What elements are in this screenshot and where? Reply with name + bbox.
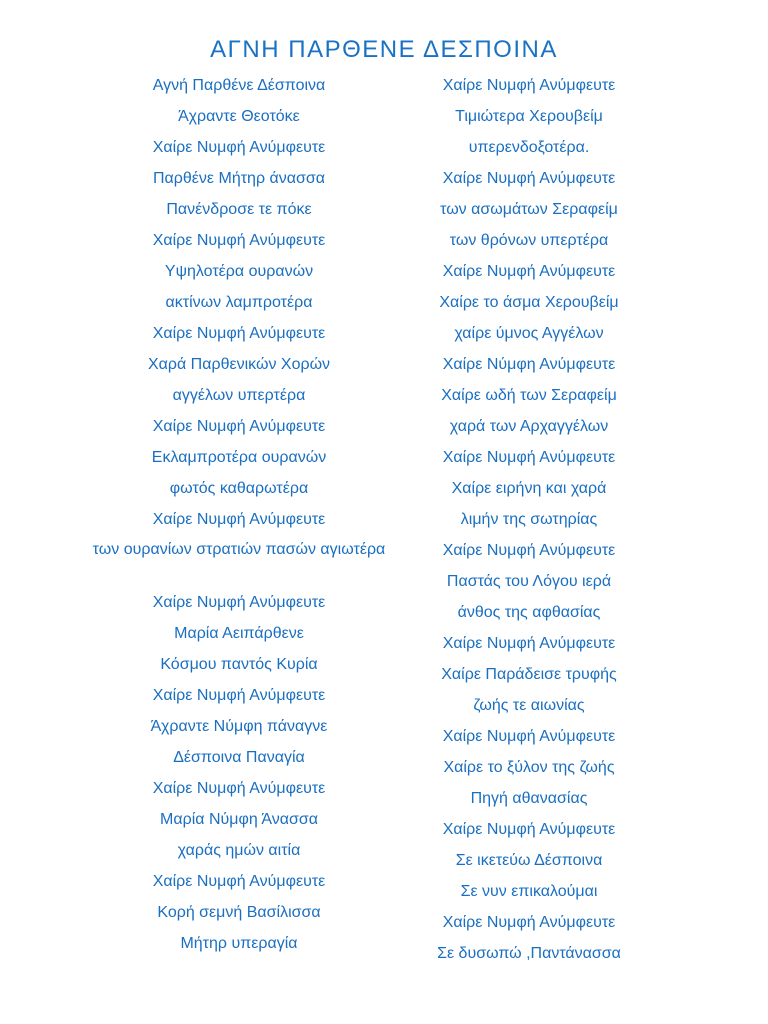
verse-line: άνθος της αφθασίας xyxy=(457,604,601,621)
verse-line: Χαίρε το ξύλον της ζωής xyxy=(443,759,615,776)
verse-line: Υψηλοτέρα ουρανών xyxy=(164,263,314,280)
verse-line: Κόσμου παντός Κυρία xyxy=(160,656,318,673)
verse-line: αγγέλων υπερτέρα xyxy=(172,387,306,404)
verse-line: λιμήν της σωτηρίας xyxy=(460,511,598,528)
verse-line: Χαίρε Νυμφή Ανύμφευτε xyxy=(442,263,616,280)
verse-line: υπερενδοξοτέρα. xyxy=(468,139,590,156)
verse-line: Χαίρε Νυμφή Ανύμφευτε xyxy=(442,449,616,466)
verse-line: χαρά των Αρχαγγέλων xyxy=(449,418,609,435)
verse-line: Πανένδροσε τε πόκε xyxy=(166,201,312,218)
verse-line: Σε δυσωπώ ,Παντάνασσα xyxy=(437,945,621,962)
verse-line: Χαίρε Νυμφή Ανύμφευτε xyxy=(442,77,616,94)
verse-line: Αγνή Παρθένε Δέσποινα xyxy=(152,77,326,94)
verse-line: Σε νυν επικαλούμαι xyxy=(460,883,598,900)
verse-line: Χαίρε Νυμφή Ανύμφευτε xyxy=(152,687,326,704)
verse-line: Χαίρε Νυμφή Ανύμφευτε xyxy=(152,232,326,249)
verse-line: Χαίρε ειρήνη και χαρά xyxy=(451,480,607,497)
verse-line: Χαίρε Νυμφή Ανύμφευτε xyxy=(442,821,616,838)
verse-line: ζωής τε αιωνίας xyxy=(473,697,585,714)
verse-line: Χαίρε Νυμφή Ανύμφευτε xyxy=(152,594,326,611)
verse-line: Χαίρε ωδή των Σεραφείμ xyxy=(441,387,617,404)
verse-line: ακτίνων λαμπροτέρα xyxy=(165,294,313,311)
verse-line: Χαίρε Νυμφή Ανύμφευτε xyxy=(152,511,326,528)
verse-line: Χαίρε Νύμφη Ανύμφευτε xyxy=(442,356,616,373)
verse-line: Χαίρε Νυμφή Ανύμφευτε xyxy=(152,325,326,342)
verse-line: Χαίρε Νυμφή Ανύμφευτε xyxy=(152,873,326,890)
verse-line: των θρόνων υπερτέρα xyxy=(449,232,609,249)
verse-line: Χαίρε Νυμφή Ανύμφευτε xyxy=(442,542,616,559)
verse-line: Πηγή αθανασίας xyxy=(470,790,588,807)
verse-line: των ασωμάτων Σεραφείμ xyxy=(440,201,618,218)
verse-line: Παρθένε Μήτηρ άνασσα xyxy=(152,170,325,187)
verse-line: Χαίρε Νυμφή Ανύμφευτε xyxy=(152,139,326,156)
verse-line: Χαίρε Παράδεισε τρυφής xyxy=(441,666,617,683)
verse-line: Σε ικετεύω Δέσποινα xyxy=(455,852,603,869)
verse-line: Μήτηρ υπεραγία xyxy=(180,935,298,952)
verse-line: Άχραντε Νύμφη πάναγνε xyxy=(150,718,328,735)
verse-line: χαίρε ύμνος Αγγέλων xyxy=(454,325,604,342)
right-column xyxy=(379,70,679,969)
verse-line: Τιμιώτερα Χερουβείμ xyxy=(455,108,603,125)
verse-line: Εκλαμπροτέρα ουρανών xyxy=(151,449,327,466)
left-column xyxy=(89,70,389,959)
verse-line: Χαίρε Νυμφή Ανύμφευτε xyxy=(152,418,326,435)
verse-line: Μαρία Νύμφη Άνασσα xyxy=(160,811,318,828)
verse-line: Άχραντε Θεοτόκε xyxy=(178,108,300,125)
verse-line: φωτός καθαρωτέρα xyxy=(169,480,309,497)
verse-line: Μαρία Αειπάρθενε xyxy=(174,625,304,642)
verse-line: Χαίρε το άσμα Χερουβείμ xyxy=(439,294,619,311)
verse-line: Χαίρε Νυμφή Ανύμφευτε xyxy=(442,170,616,187)
verse-line: Δέσποινα Παναγία xyxy=(173,749,305,766)
verse-line: Παστάς του Λόγου ιερά xyxy=(446,573,612,590)
verse-line: των ουρανίων στρατιών πασών αγιωτέρα xyxy=(92,541,386,558)
verse-line: Χαίρε Νυμφή Ανύμφευτε xyxy=(152,780,326,797)
verse-line: χαράς ημών αιτία xyxy=(177,842,301,859)
verse-line: Χαίρε Νυμφή Ανύμφευτε xyxy=(442,914,616,931)
verse-line: Χαρά Παρθενικών Χορών xyxy=(147,356,331,373)
verse-line: Χαίρε Νυμφή Ανύμφευτε xyxy=(442,635,616,652)
verse-line: Κορή σεμνή Βασίλισσα xyxy=(157,904,321,921)
page-title: ΑΓΝΗ ΠΑΡΘΕΝΕ ΔΕΣΠΟΙΝΑ xyxy=(210,36,558,63)
verse-line: Χαίρε Νυμφή Ανύμφευτε xyxy=(442,728,616,745)
